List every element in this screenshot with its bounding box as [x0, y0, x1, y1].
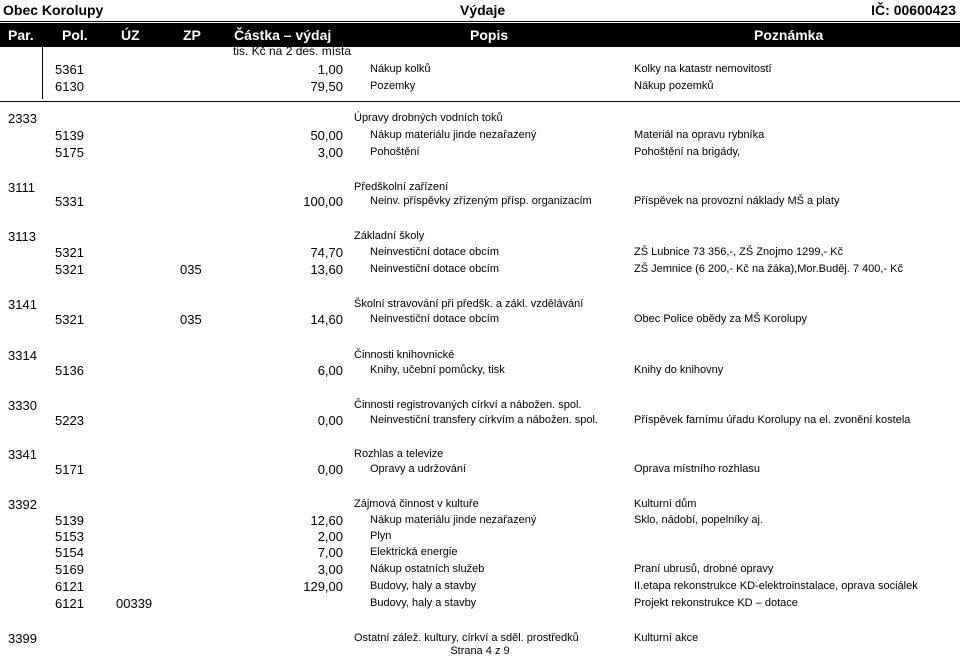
item-description: Nákup materiálu jinde nezařazený — [370, 514, 537, 526]
page-footer: Strana 4 z 9 — [450, 645, 510, 657]
table-row — [0, 61, 960, 78]
pol-code: 6121 — [55, 596, 84, 611]
item-description: Pohoštění — [370, 146, 420, 158]
item-note: Kulturní dům — [634, 498, 697, 510]
pol-code: 5361 — [55, 62, 84, 77]
section-title: Zájmová činnost v kultuře — [354, 498, 479, 510]
amount-value: 50,00 — [310, 128, 343, 143]
table-row — [0, 512, 960, 529]
item-note: Praní ubrusů, drobné opravy — [634, 563, 774, 575]
section-title: Činnosti knihovnické — [354, 349, 455, 361]
amount-value: 74,70 — [310, 245, 343, 260]
item-note: Projekt rekonstrukce KD – dotace — [634, 597, 798, 609]
amount-value: 13,60 — [310, 262, 343, 277]
table-row — [0, 412, 960, 429]
amount-unit-note: tis. Kč na 2 des. místa — [233, 44, 352, 58]
par-code: 3141 — [8, 297, 37, 312]
pol-code: 5321 — [55, 262, 84, 277]
item-description: Neinvestiční dotace obcím — [370, 263, 500, 275]
item-note: ZŠ Jemnice (6 200,- Kč na žáka),Mor.Buděj. 7 400,- Kč — [634, 263, 904, 275]
table-row — [0, 578, 960, 595]
table-row — [0, 496, 960, 513]
section-title: Základní školy — [354, 230, 425, 242]
col-note: Poznámka — [754, 27, 824, 43]
org-ic: IČ: 00600423 — [871, 2, 956, 18]
table-row — [0, 110, 960, 127]
pol-code: 5175 — [55, 145, 84, 160]
item-description: Plyn — [370, 530, 392, 542]
item-note: Kulturní akce — [634, 632, 699, 644]
item-note: Knihy do knihovny — [634, 364, 724, 376]
amount-value: 79,50 — [310, 79, 343, 94]
table-row — [0, 193, 960, 210]
item-description: Knihy, učební pomůcky, tisk — [370, 364, 505, 376]
col-uz: ÚZ — [121, 27, 140, 43]
pol-code: 5153 — [55, 529, 84, 544]
amount-value: 7,00 — [317, 545, 343, 560]
item-note: Příspěvek farnímu úřadu Korolupy na el. zvonění kostela — [634, 414, 911, 426]
row-divider — [0, 101, 960, 102]
col-desc: Popis — [470, 27, 509, 43]
amount-value: 6,00 — [317, 363, 343, 378]
pol-code: 5321 — [55, 245, 84, 260]
amount-value: 129,00 — [303, 579, 343, 594]
report-header — [0, 0, 960, 22]
table-row — [0, 127, 960, 144]
pol-code: 5136 — [55, 363, 84, 378]
item-description: Budovy, haly a stavby — [370, 580, 477, 592]
par-code: 3111 — [8, 180, 35, 195]
col-pol: Pol. — [62, 27, 88, 43]
item-note: Pohoštění na brigády, — [634, 146, 741, 158]
col-amount: Částka – výdaj — [234, 27, 332, 43]
item-description: Budovy, haly a stavby — [370, 597, 477, 609]
pol-code: 5223 — [55, 413, 84, 428]
amount-value: 100,00 — [303, 194, 343, 209]
par-code: 3314 — [8, 348, 37, 363]
table-row — [0, 561, 960, 578]
table-row — [0, 144, 960, 161]
table-row — [0, 595, 960, 612]
table-row — [0, 78, 960, 95]
section-title: Úpravy drobných vodních toků — [354, 112, 503, 124]
table-row — [0, 528, 960, 545]
table-row — [0, 311, 960, 328]
par-code: 2333 — [8, 111, 37, 126]
section-title: Ostatní zálež. kultury, církví a sděl. prostředků — [354, 632, 579, 644]
table-row — [0, 544, 960, 561]
item-description: Nákup ostatních služeb — [370, 563, 485, 575]
item-description: Nákup materiálu jinde nezařazený — [370, 129, 537, 141]
table-row — [0, 261, 960, 278]
item-note: ZŠ Lubnice 73 356,-, ZŠ Znojmo 1299,- Kč — [634, 246, 844, 258]
item-note: Nákup pozemků — [634, 80, 714, 92]
item-note: II.etapa rekonstrukce KD-elektroinstalace, oprava sociálek — [634, 580, 918, 592]
pol-code: 5139 — [55, 513, 84, 528]
pol-code: 5154 — [55, 545, 84, 560]
item-description: Pozemky — [370, 80, 416, 92]
col-zp: ZP — [183, 27, 201, 43]
item-description: Neinv. příspěvky zřízeným přísp. organizacím — [370, 195, 592, 207]
amount-value: 1,00 — [317, 62, 343, 77]
amount-value: 2,00 — [317, 529, 343, 544]
par-code: 3113 — [8, 229, 36, 244]
item-note: Obec Police obědy za MŠ Korolupy — [634, 313, 808, 325]
section-title: Rozhlas a televize — [354, 448, 444, 460]
amount-value: 3,00 — [317, 562, 343, 577]
item-note: Příspěvek na provozní náklady MŠ a platy — [634, 195, 840, 207]
pol-code: 5171 — [55, 462, 84, 477]
zp-code: 035 — [180, 262, 202, 277]
org-name: Obec Korolupy — [3, 2, 104, 18]
pol-code: 5321 — [55, 312, 84, 327]
pol-code: 5169 — [55, 562, 84, 577]
uz-code: 00339 — [116, 596, 153, 611]
zp-code: 035 — [180, 312, 202, 327]
item-note: Oprava místního rozhlasu — [634, 463, 760, 475]
column-header-bar — [0, 23, 960, 47]
section-title: Školní stravování při předšk. a zákl. vzdělávání — [354, 298, 584, 310]
section-title: Činnosti registrovaných církví a nábožen. spol. — [354, 399, 582, 411]
report-title: Výdaje — [460, 2, 506, 18]
amount-value: 0,00 — [317, 462, 343, 477]
col-par: Par. — [8, 27, 34, 43]
table-row — [0, 461, 960, 478]
pol-code: 5331 — [55, 194, 84, 209]
par-code: 3392 — [8, 497, 37, 512]
table-row — [0, 244, 960, 261]
item-description: Elektrická energie — [370, 546, 458, 558]
par-code: 3330 — [8, 398, 37, 413]
item-note: Kolky na katastr nemovitostí — [634, 63, 772, 75]
item-description: Neinvestiční transfery církvím a nábožen. spol. — [370, 414, 599, 426]
table-row — [0, 228, 960, 245]
item-description: Opravy a udržování — [370, 463, 466, 475]
amount-value: 14,60 — [310, 312, 343, 327]
item-note: Materiál na opravu rybníka — [634, 129, 765, 141]
item-description: Neinvestiční dotace obcím — [370, 313, 500, 325]
item-description: Nákup kolků — [370, 63, 431, 75]
item-note: Sklo, nádobí, popelníky aj. — [634, 514, 764, 526]
table-row — [0, 362, 960, 379]
pol-code: 6130 — [55, 79, 84, 94]
section-title: Předškolní zařízení — [354, 181, 449, 193]
amount-value: 12,60 — [310, 513, 343, 528]
par-code: 3341 — [8, 447, 37, 462]
par-code: 3399 — [8, 631, 37, 646]
pol-code: 6121 — [55, 579, 84, 594]
amount-value: 3,00 — [317, 145, 343, 160]
pol-code: 5139 — [55, 128, 84, 143]
amount-value: 0,00 — [317, 413, 343, 428]
item-description: Neinvestiční dotace obcím — [370, 246, 500, 258]
